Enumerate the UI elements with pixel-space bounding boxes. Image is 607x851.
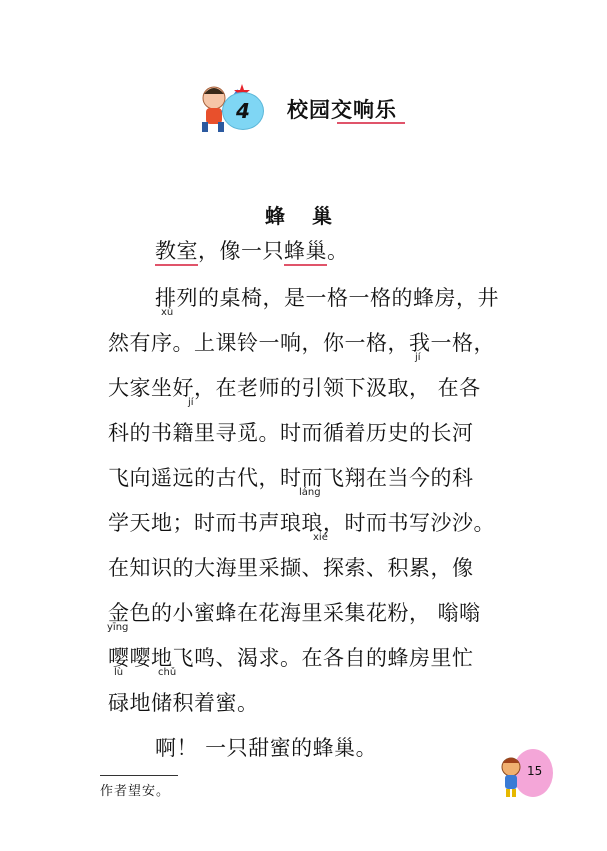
pinyin-chu: chǔ: [158, 667, 177, 678]
pinyin-lang: láng: [299, 487, 321, 498]
unit-header: [192, 78, 432, 134]
page-number: 15: [527, 764, 543, 778]
text-line-3: 然有序。上课铃一响，你一格，我一格，: [108, 331, 495, 355]
footnote-rule: [100, 775, 178, 776]
text-line-10: 嘤嘤地飞鸣、渴求。在各自的蜂房里忙: [108, 646, 474, 670]
footnote: 作者望安。: [100, 784, 171, 799]
text-line-9: 金色的小蜜蜂在花海里采集花粉， 嗡嗡: [108, 601, 481, 625]
text-line-5: 科的书籍里寻觅。时而循着历史的长河: [108, 421, 474, 445]
pinyin-xu: xù: [161, 307, 174, 318]
text-line-6: 飞向遥远的古代，时而飞翔在当今的科: [108, 466, 474, 490]
text-line-1: [155, 233, 349, 269]
lesson-title: 蜂 巢: [265, 204, 342, 228]
text-segment: ，像一只: [198, 239, 284, 263]
page-badge-mascot-icon: [495, 745, 555, 800]
text-line-2: 排列的桌椅，是一格一格的蜂房，井: [155, 286, 499, 310]
text-line-8: 在知识的大海里采撷、探索、积累，像: [108, 556, 474, 580]
unit-number-badge: [222, 92, 264, 130]
underlined-word-beehive: 蜂巢: [284, 239, 327, 266]
unit-number: 4: [236, 99, 250, 123]
unit-title-underline: [337, 122, 405, 124]
pinyin-ying: yīng: [107, 622, 129, 633]
underlined-word-classroom: 教室: [155, 239, 198, 266]
text-line-12: 啊！ 一只甜蜜的蜂巢。: [155, 736, 378, 760]
text-line-11: 碌地储积着蜜。: [108, 691, 259, 715]
text-line-7: 学天地；时而书声琅琅，时而书写沙沙。: [108, 511, 495, 535]
pinyin-lu: lù: [114, 667, 124, 678]
pinyin-xie: xié: [313, 532, 328, 543]
pinyin-ji-2: jí: [188, 397, 194, 408]
pinyin-ji-1: jí: [415, 352, 421, 363]
text-segment: 。: [327, 239, 349, 263]
text-line-4: 大家坐好，在老师的引领下汲取， 在各: [108, 376, 481, 400]
unit-title: 校园交响乐: [287, 98, 397, 122]
